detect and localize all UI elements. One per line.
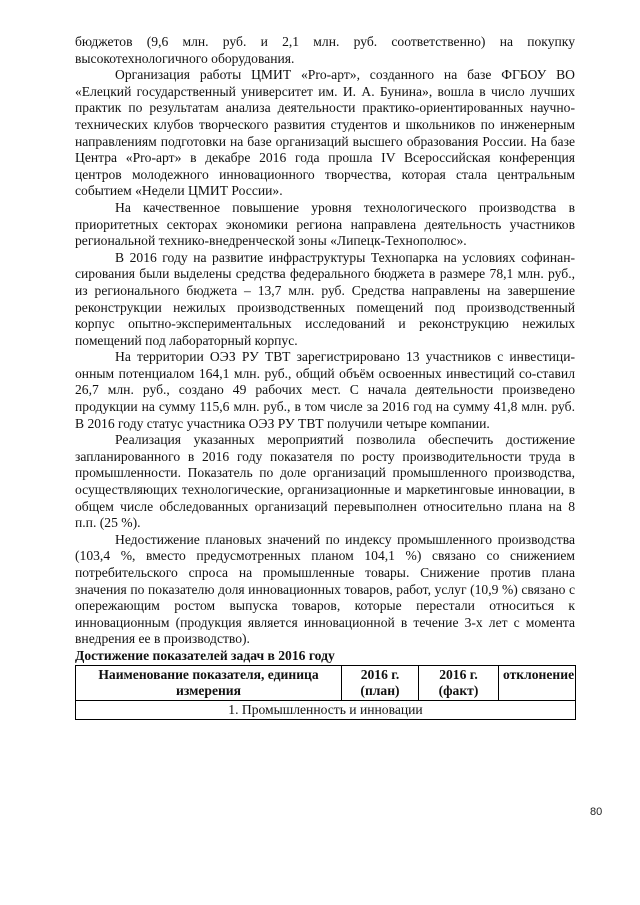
paragraph-technopolus: На качественное повышение уровня технологического производства в приоритетных секторах экономики региона направлена деятельность участников региональной технико-внедренческой зоны «Липецк-Технополюс».	[75, 199, 575, 249]
paragraph-shortfall: Недостижение плановых значений по индексу промышленного производства (103,4 %, вместо предусмотренных планом 104,1 %) связано со снижением потребительского спроса на промышленные товары. Снижение против плана значения по показателю доля инновационных товаров, работ, услуг (10,9 %) связано с опережающим ростом выпуска товаров, которые перестали относиться к инновационным (продукция является инновационной в течение 3-х лет с момента внедрения ее в производство).	[75, 531, 575, 647]
paragraph-budget-continuation: бюджетов (9,6 млн. руб. и 2,1 млн. руб. соответственно) на покупку высокотехнологичного оборудования.	[75, 34, 575, 66]
paragraph-cmit-pro-art: Организация работы ЦМИТ «Pro-арт», созданного на базе ФГБОУ ВО «Елецкий государственный университет им. И. А. Бунина», вошла в число лучших практик по результатам анализа деятельности практико-ориентированных научно-технических клубов творческого развития студентов и школьников по инженерным направлениям подготовки на базе организаций высшего образования России. На базе Центра «Pro-арт» в декабре 2016 года прошла IV Всероссийская конференция центров молодежного инновационного творчества, которая стала центральным событием «Недели ЦМИТ России».	[75, 67, 575, 199]
document-page	[75, 34, 575, 720]
page-number: 80	[590, 806, 603, 818]
header-indicator: Наименование показателя, единица измерения	[76, 665, 342, 700]
header-fact: 2016 г. (факт)	[419, 665, 499, 700]
table-row	[76, 700, 576, 719]
header-deviation: отклонение	[499, 665, 576, 700]
paragraph-oez-participants: На территории ОЭЗ РУ ТВТ зарегистрировано 13 участников с инвестици-онным потенциалом 164,1 млн. руб., общий объём освоенных инвестиций со-ставил 26,7 млн. руб., создано 49 рабочих мест. С начала деятельности произведено продукции на сумму 115,6 млн. руб., в том числе за 2016 год на сумму 41,8 млн. руб. В 2016 году статус участника ОЭЗ РУ ТВТ получили четыре компании.	[75, 349, 575, 431]
section-row-industry: 1. Промышленность и инновации	[76, 700, 576, 719]
table-title: Достижение показателей задач в 2016 году	[75, 647, 335, 663]
paragraph-technopark-funding: В 2016 году на развитие инфраструктуры Технопарка на условиях софинан-сирования были выделены средства федерального бюджета в размере 78,1 млн. руб., из регионального бюджета – 13,7 млн. руб. Средства направлены на завершение реконструкции нежилых производственных помещений под производственный корпус опытно-экспериментальных исследований и реконструкцию нежилых помещений под лабораторный корпус.	[75, 249, 575, 348]
indicators-table	[75, 665, 576, 720]
header-plan: 2016 г. (план)	[342, 665, 419, 700]
table-header-row	[76, 665, 576, 700]
paragraph-achievements: Реализация указанных мероприятий позволила обеспечить достижение запланированного в 2016 году показателя по росту производительности труда в промышленности. Показатель по доле организаций промышленного производства, осуществляющих технологические, организационные и маркетинговые инновации, в общем числе обследованных организаций перевыполнен относительно плана на 8 п.п. (25 %).	[75, 432, 575, 531]
